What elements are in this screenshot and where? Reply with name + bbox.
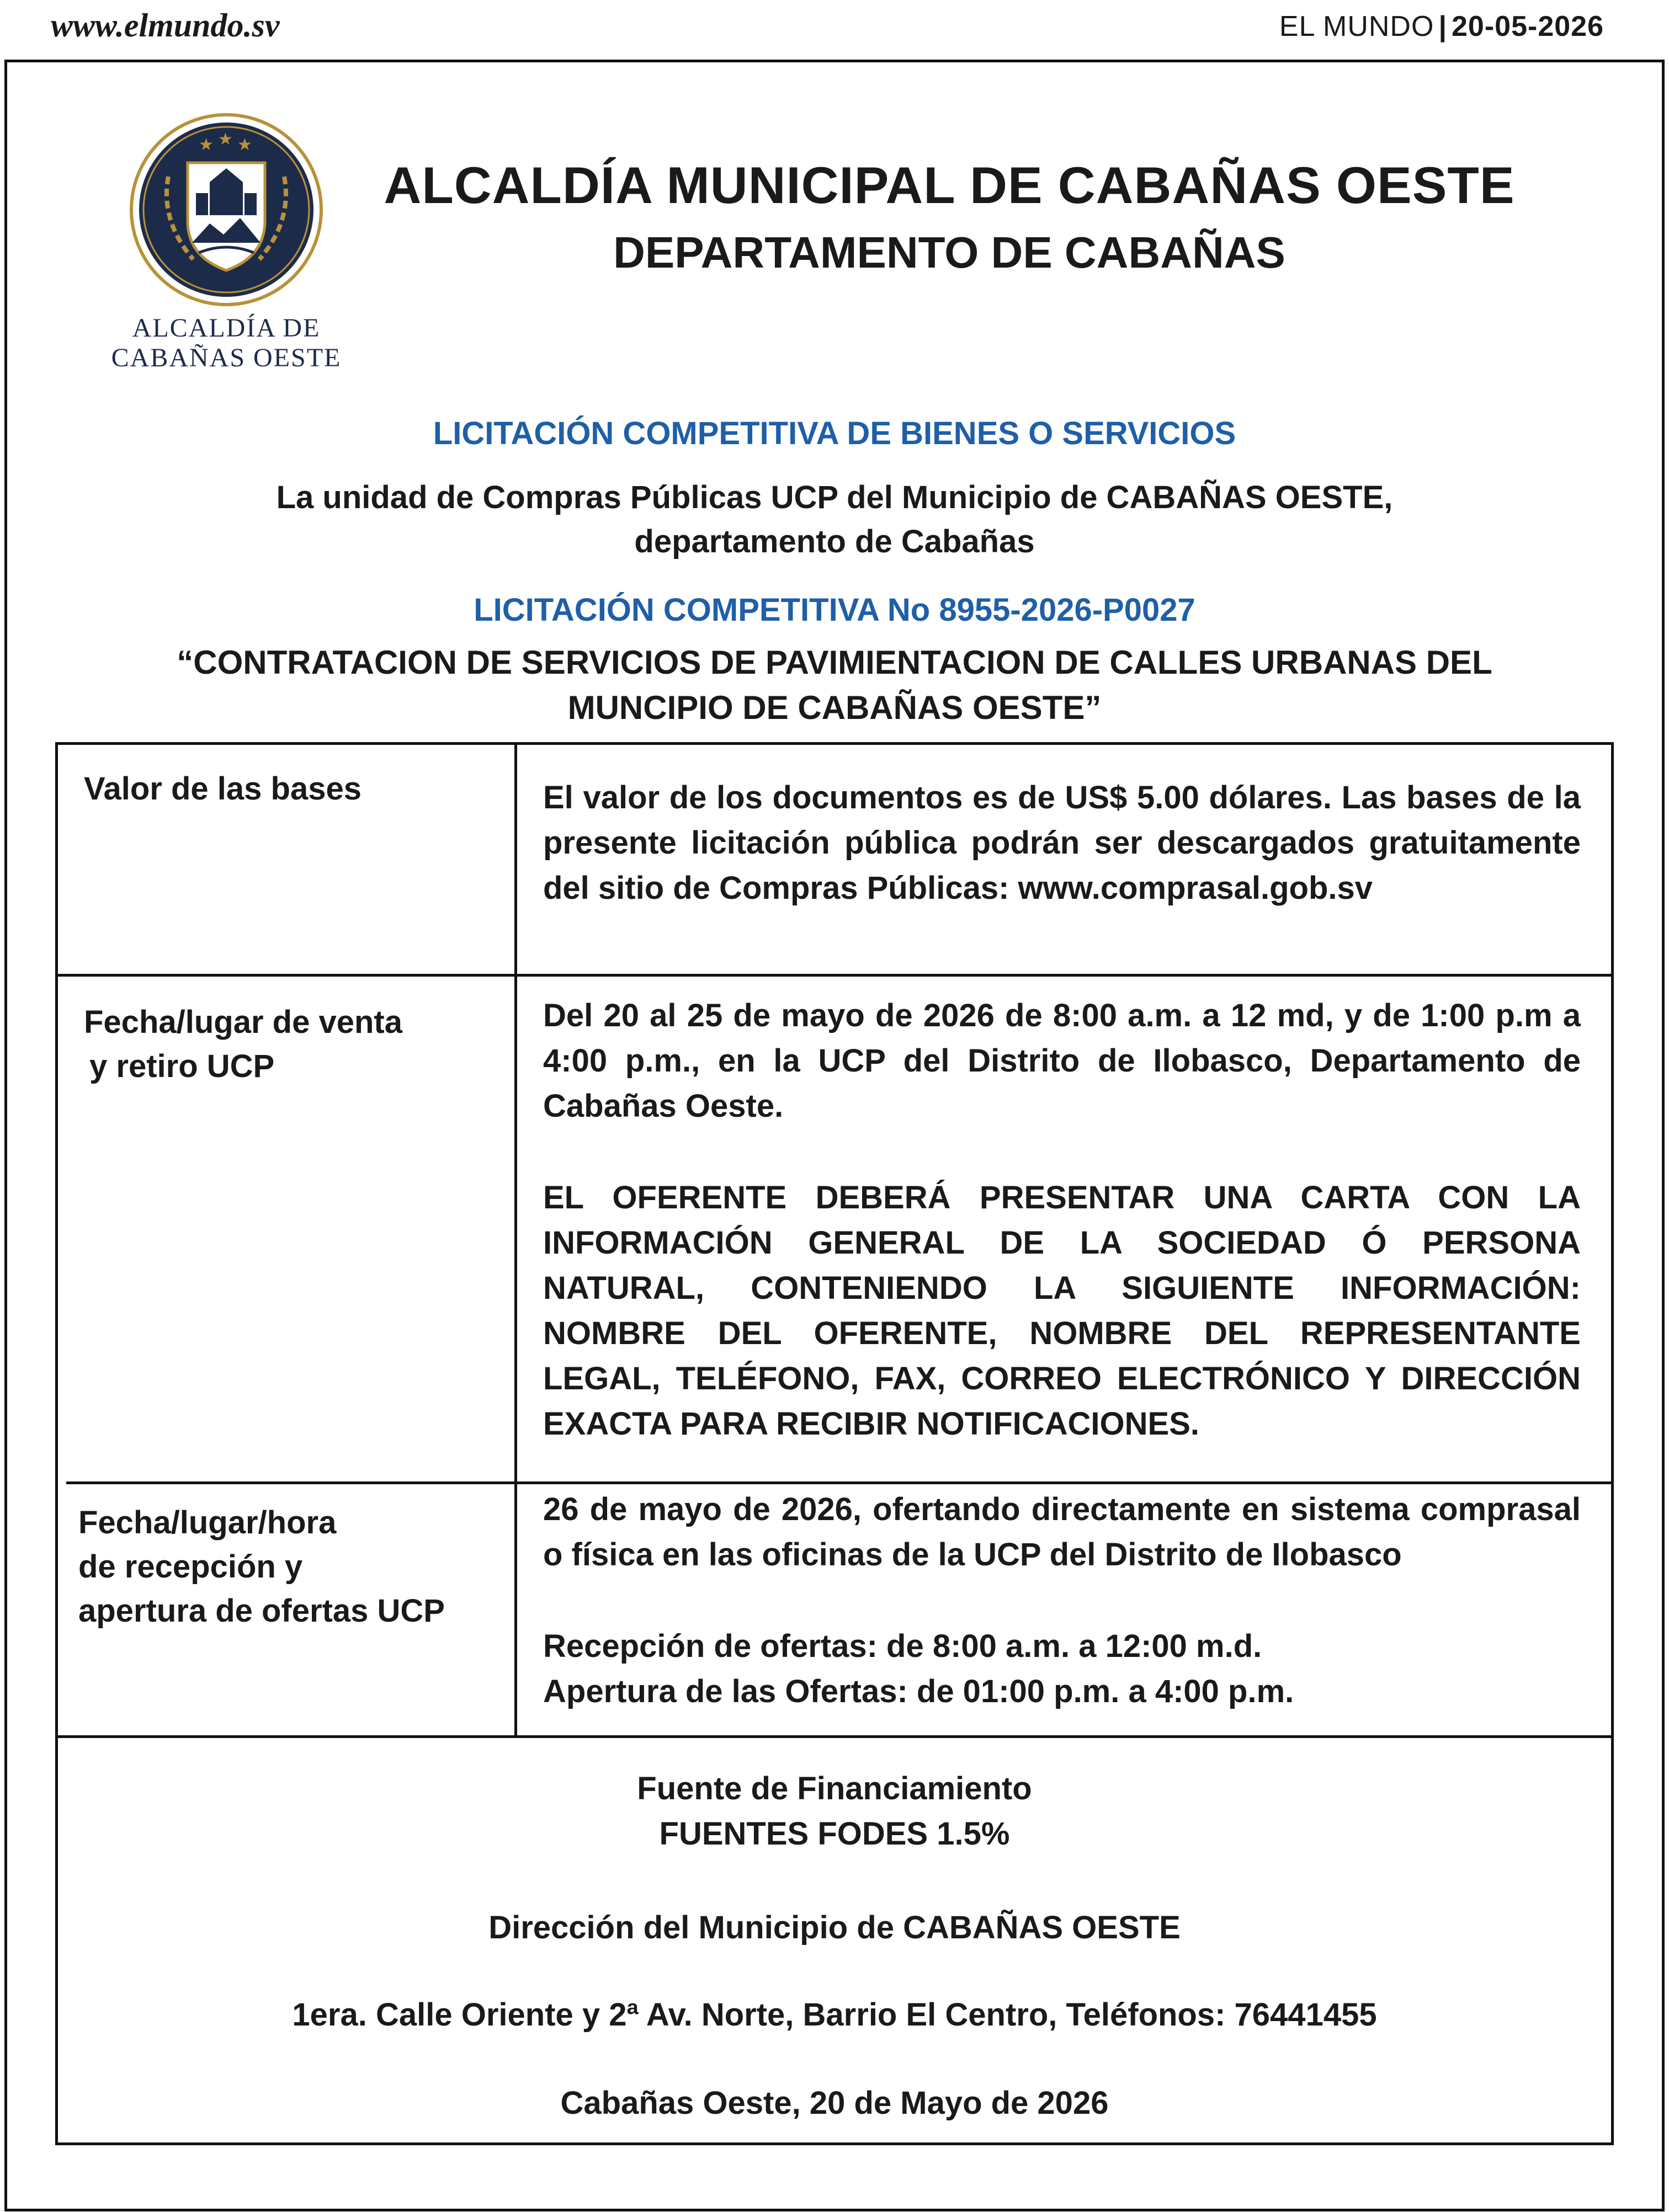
tender-object-line2: MUNCIPIO DE CABAÑAS OESTE”: [567, 689, 1102, 726]
purchasing-unit-text: [0, 476, 1669, 564]
row-text-base-value: El valor de los documentos es de US$ 5.00 dólares. Las bases de la presente licitación pública podrán ser descargados gratuitamente del sitio de Compras Públicas: www.comprasal.gob.sv: [543, 780, 1581, 906]
logo-caption-line1: ALCALDÍA DE: [132, 313, 321, 343]
funding-label: Fuente de Financiamiento: [637, 1771, 1032, 1806]
municipal-direction: Dirección del Municipio de CABAÑAS OESTE: [488, 1910, 1181, 1946]
bid-opening-hours: Apertura de las Ofertas: de 01:00 p.m. a 4:00 p.m.: [543, 1673, 1294, 1709]
logo-caption-line2: CABAÑAS OESTE: [111, 343, 342, 372]
svg-text:★: ★: [199, 135, 214, 154]
row-label-base-value: Valor de las bases: [84, 771, 362, 807]
newspaper-header: [0, 0, 1669, 58]
row-label-bid-reception-line3: apertura de ofertas UCP: [78, 1593, 445, 1629]
publication-date: 20-05-2026: [1452, 10, 1604, 42]
purchasing-unit-line1: La unidad de Compras Públicas UCP del Municipio de CABAÑAS OESTE,: [276, 479, 1393, 515]
row-text-bid-reception: 26 de mayo de 2026, ofertando directamente en sistema comprasal o física en las oficinas de la UCP del Distrito de Ilobasco: [543, 1491, 1581, 1573]
municipal-address: 1era. Calle Oriente y 2ª Av. Norte, Barrio El Centro, Teléfonos: 76441455: [292, 1997, 1377, 2033]
bidder-requirements-notice: EL OFERENTE DEBERÁ PRESENTAR UNA CARTA CON LA INFORMACIÓN GENERAL DE LA SOCIEDAD Ó PERSONA NATURAL, CONTENIENDO LA SIGUIENTE INFORMACIÓN: NOMBRE DEL OFERENTE, NOMBRE DEL REPRESENTANTE LEGAL, TELÉFONO, FAX, CORREO ELECTRÓNICO Y DIRECCIÓN EXACTA PARA RECIBIR NOTIFICACIONES.: [543, 1180, 1581, 1442]
logo-caption: [88, 313, 364, 373]
table-border-right: [1611, 742, 1614, 1738]
tender-object-line1: “CONTRATACION DE SERVICIOS DE PAVIMIENTACION DE CALLES URBANAS DEL: [177, 644, 1492, 681]
table-border-left: [55, 742, 58, 1738]
footer-box: [55, 1737, 1614, 2145]
signoff-date: Cabañas Oeste, 20 de Mayo de 2026: [560, 2085, 1109, 2121]
tender-object: [0, 640, 1669, 731]
tender-details-table: [55, 742, 1614, 1846]
row-label-sale-date-line1: Fecha/lugar de venta: [84, 1004, 402, 1040]
svg-text:★: ★: [218, 130, 233, 149]
funding-value: FUENTES FODES 1.5%: [659, 1816, 1010, 1852]
row-label-sale-date: [84, 1000, 402, 1089]
tender-type-heading: LICITACIÓN COMPETITIVA DE BIENES O SERVICIOS: [433, 415, 1236, 451]
table-column-divider: [514, 742, 517, 1738]
publication-name: EL MUNDO: [1279, 10, 1434, 42]
page-subtitle: DEPARTAMENTO DE CABAÑAS: [613, 228, 1285, 277]
row-label-bid-reception: [78, 1501, 445, 1633]
separator: |: [1438, 10, 1447, 42]
tender-number: LICITACIÓN COMPETITIVA No 8955-2026-P0027: [474, 592, 1195, 628]
row-text-sale-date: Del 20 al 25 de mayo de 2026 de 8:00 a.m. a 12 md, y de 1:00 p.m a 4:00 p.m., en la UCP del Distrito de Ilobasco, Departamento de Cabañas Oeste.: [543, 998, 1581, 1124]
table-border-top: [55, 742, 1614, 745]
publication-info: [1279, 10, 1604, 43]
bid-reception-hours: Recepción de ofertas: de 8:00 a.m. a 12:00 m.d.: [543, 1628, 1262, 1664]
page-title: ALCALDÍA MUNICIPAL DE CABAÑAS OESTE: [384, 156, 1515, 214]
purchasing-unit-line2: departamento de Cabañas: [634, 524, 1035, 559]
row-label-sale-date-line2: y retiro UCP: [89, 1048, 275, 1084]
row-label-bid-reception-line1: Fecha/lugar/hora: [78, 1505, 337, 1541]
row-label-bid-reception-line2: de recepción y: [78, 1549, 303, 1585]
table-row-divider: [55, 974, 1614, 977]
municipal-seal-icon: [127, 110, 326, 309]
table-row-divider: [66, 1481, 1614, 1484]
svg-text:★: ★: [237, 135, 252, 154]
site-url: www.elmundo.sv: [51, 7, 280, 44]
